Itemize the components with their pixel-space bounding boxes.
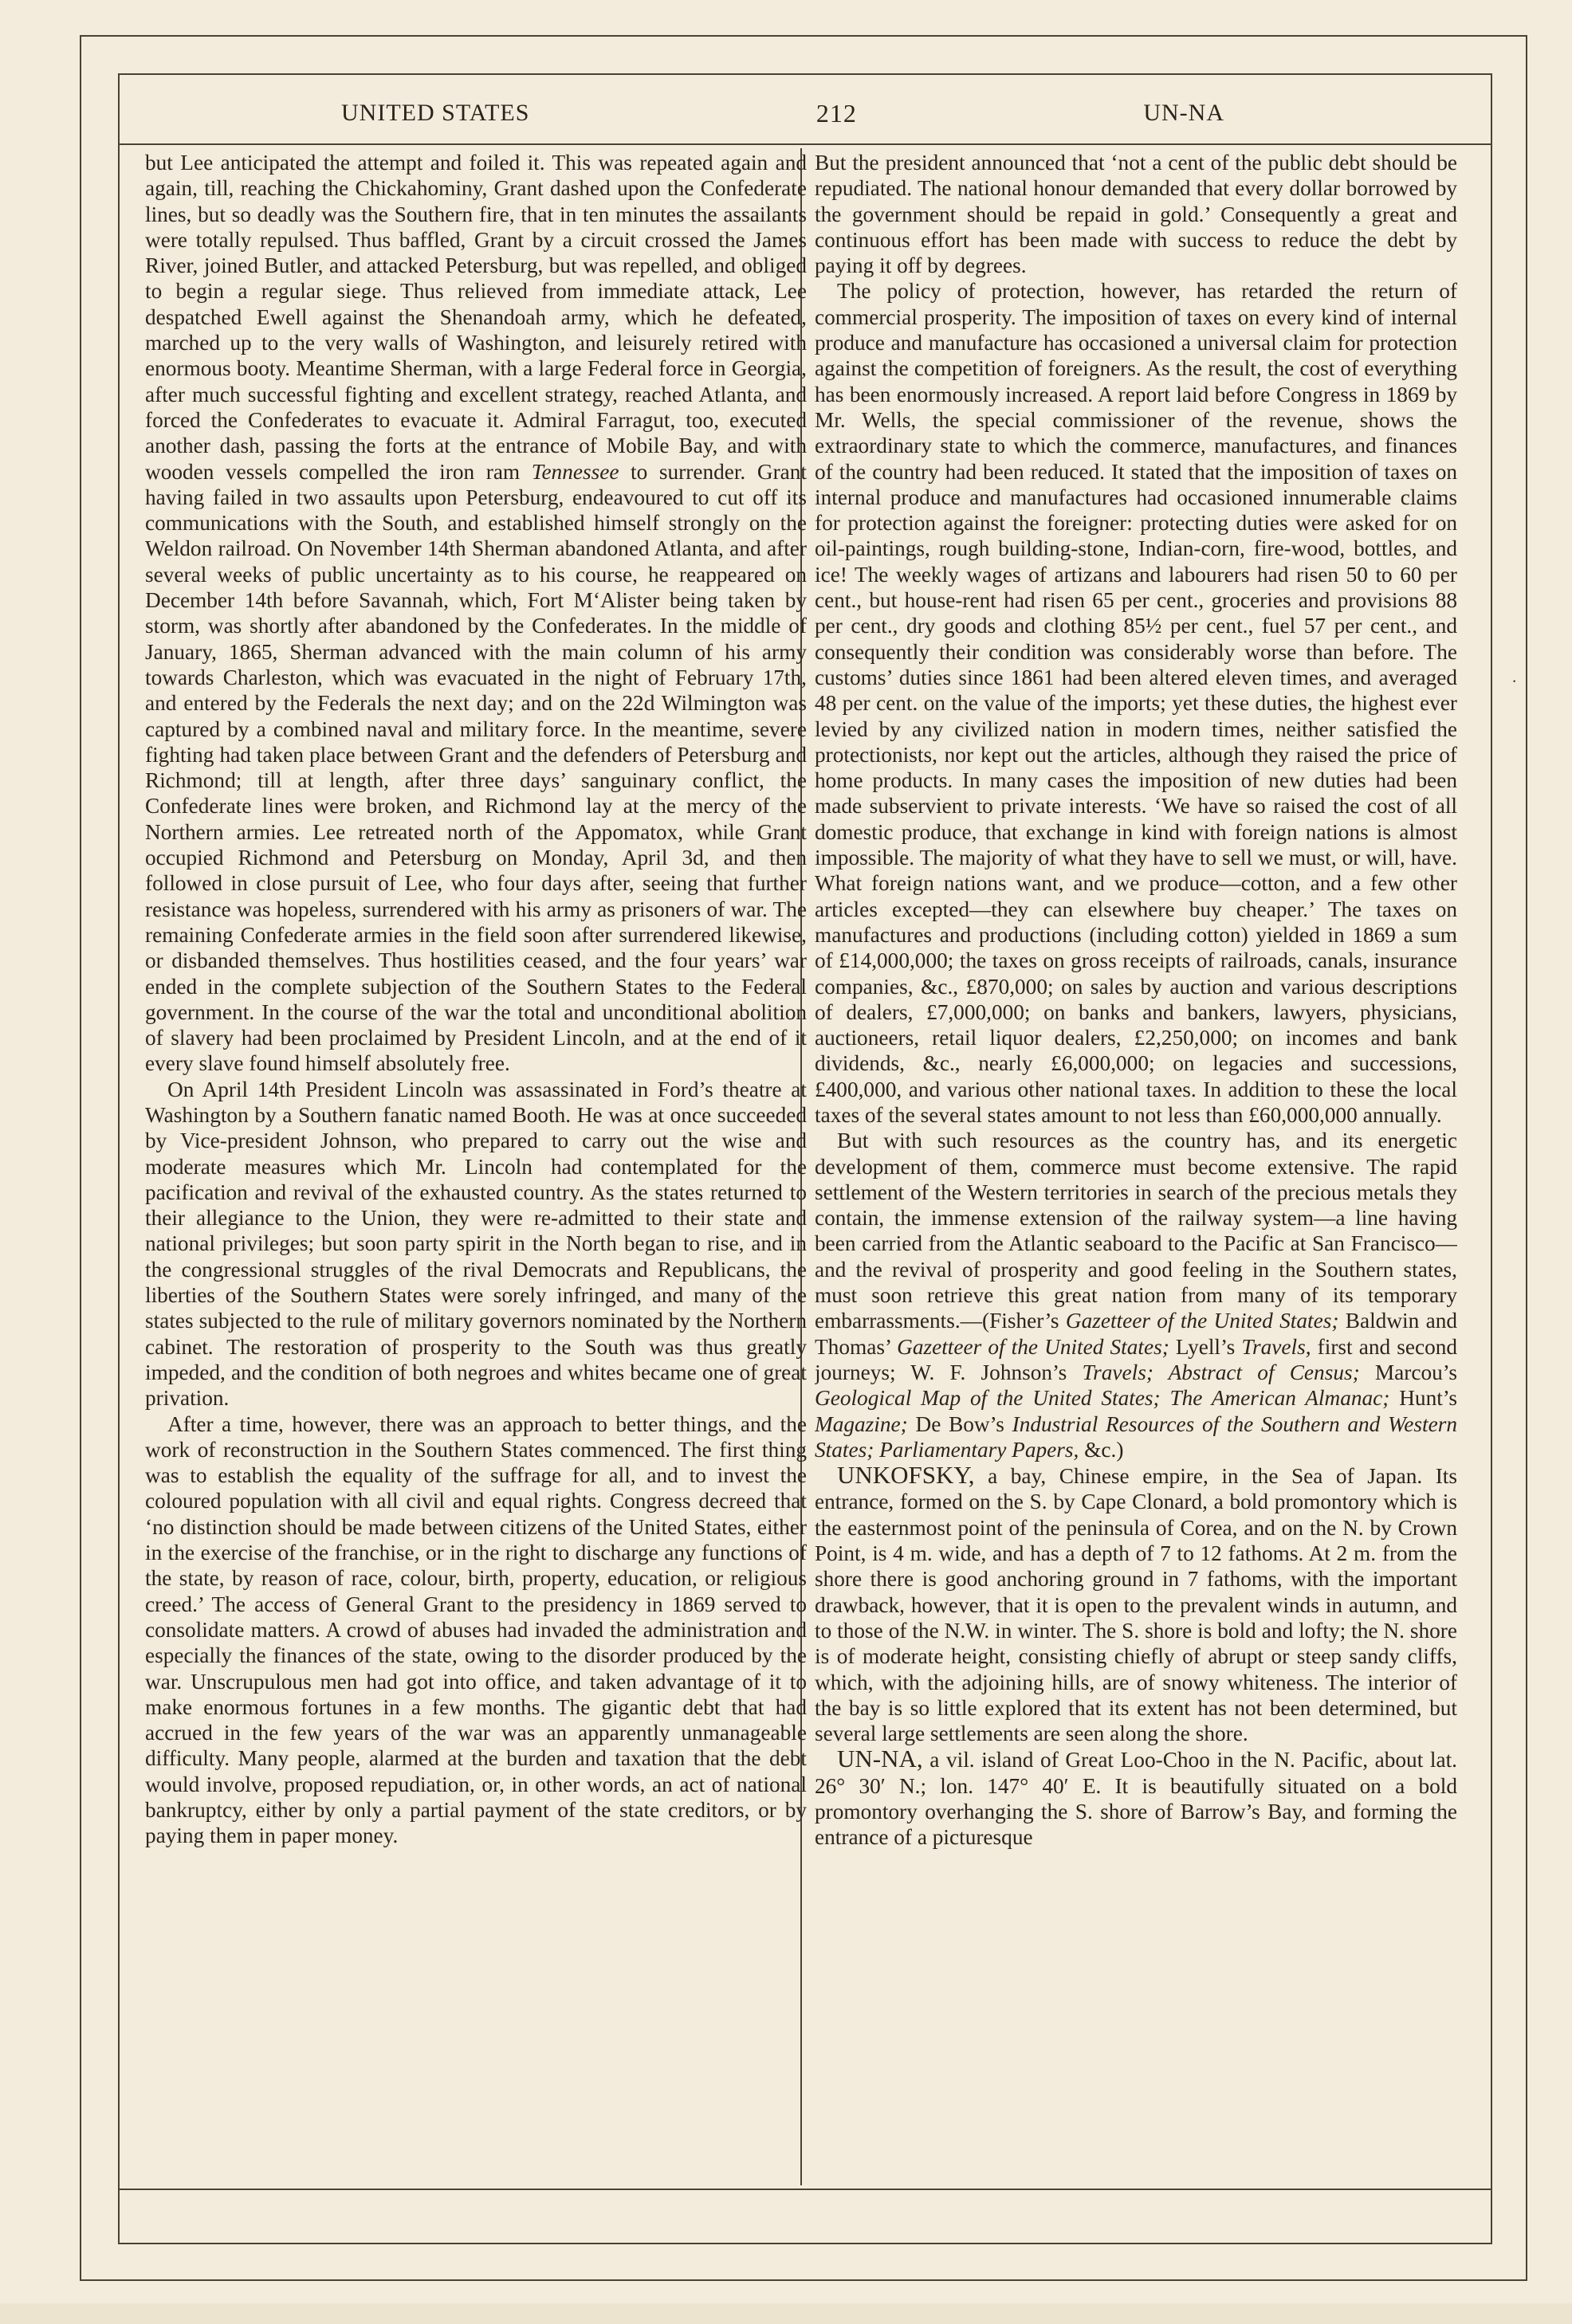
left-column bbox=[145, 150, 807, 2158]
paragraph: But the president announced that ‘not a cent of the public debt should be repudiated. The national honour demanded that every dollar borrowed by the government should be repaid in gold.’ Consequently a great and continuous effort has been made with success to reduce the debt by paying it off by degrees. bbox=[815, 151, 1457, 278]
margin-mark: · bbox=[1511, 671, 1518, 691]
paragraph: but Lee anticipated the attempt and foiled it. This was repeated again and again, till, reaching the Chickahominy, Grant dashed upon the Confederate lines, but so deadly was the Southern fire, that in ten minutes the assailants were totally repulsed. Thus baffled, Grant by a circuit crossed the James River, joined Butler, and attacked Petersburg, but was repelled, and obliged to begin a regular siege. Thus relieved from immediate attack, Lee despatched Ewell against the Shenandoah army, which he defeated, marched up to the very walls of Washington, and leisurely retired with enormous booty. Meantime Sherman, with a large Federal force in Georgia, after much successful fighting and excellent strategy, reached Atlanta, and forced the Confederates to evacuate it. Admiral Farragut, too, executed another dash, passing the forts at the entrance of Mobile Bay, and with wooden vessels compelled the iron ram Tennessee to surrender. Grant having failed in two assaults upon Petersburg, endeavoured to cut off its communications with the South, and established himself strongly on the Weldon railroad. On November 14th Sherman abandoned Atlanta, and after several weeks of public uncertainty as to his course, he reappeared on December 14th before Savannah, which, Fort M‘Alister being taken by storm, was shortly after abandoned by the Confederates. In the middle of January, 1865, Sherman advanced with the main column of his army towards Charleston, which was evacuated in the night of February 17th, and entered by the Federals the next day; and on the 22d Wilmington was captured by a combined naval and military force. In the meantime, severe fighting had taken place between Grant and the defenders of Petersburg and Richmond; till at length, after three days’ sanguinary conflict, the Confederate lines were broken, and Richmond lay at the mercy of the Northern armies. Lee retreated north of the Appomatox, while Grant occupied Richmond and Petersburg on Monday, April 3d, and then followed in close pursuit of Lee, who four days after, seeing that further resistance was hopeless, surrendered with his army as prisoners of war. The remaining Confederate armies in the field soon after surrendered likewise, or disbanded themselves. Thus hostilities ceased, and the four years’ war ended in the complete subjection of the Southern States to the Federal government. In the course of the war the total and unconditional abolition of slavery had been proclaimed by President Lincoln, and at the end of it every slave found himself absolutely free. bbox=[145, 151, 807, 1076]
paragraph: The policy of protection, however, has retarded the return of commercial prosperity. The imposition of taxes on every kind of internal produce and manufacture has occasioned a universal claim for protection against the competition of foreigners. As the result, the cost of everything has been enormously increased. A report laid before Congress in 1869 by Mr. Wells, the special commissioner of the revenue, shows the extraordinary state to which the commerce, manufactures, and finances of the country had been reduced. It stated that the imposition of taxes on internal produce and manufactures had occasioned innumerable claims for protection against the foreigner: protecting duties were asked for on oil-paintings, rough building-stone, Indian-corn, fire-wood, bottles, and ice! The weekly wages of artizans and labourers had risen 50 to 60 per cent., but house-rent had risen 65 per cent., groceries and provisions 88 per cent., dry goods and clothing 85½ per cent., fuel 57 per cent., and consequently their condition was considerably worse than before. The customs’ duties since 1861 had been altered eleven times, and averaged 48 per cent. on the value of the imports; yet these duties, the highest ever levied by any civilized nation in modern times, neither satisfied the protectionists, nor kept out the articles, although they raised the price of home products. In many cases the imposition of new duties had been made subservient to private interests. ‘We have so raised the cost of all domestic produce, that exchange in kind with foreign nations is almost impossible. The majority of what they have to sell we must, or will, have. What foreign nations want, and we produce—cotton, and a few other articles excepted—they can elsewhere buy cheaper.’ The taxes on manufactures and productions (including cotton) yielded in 1869 a sum of £14,000,000; the taxes on gross receipts of railroads, canals, insurance companies, &c., £870,000; on sales by auction and various descriptions of dealers, £7,000,000; on banks and bankers, lawyers, physicians, auctioneers, retail liquor dealers, £2,250,000; on incomes and bank dividends, &c., nearly £6,000,000; on legacies and successions, £400,000, and various other national taxes. In addition to these the local taxes of the several states amount to not less than £60,000,000 annually. bbox=[815, 279, 1457, 1127]
page-bottom-edge bbox=[0, 2303, 1572, 2324]
entry-unkofsky: UNKOFSKY, a bay, Chinese empire, in the Sea of Japan. Its entrance, formed on the S. by Cape Clonard, a bold promontory which is the easternmost point of the peninsula of Corea, and on the N. by Crown Point, is 4 m. wide, and has a depth of 7 to 12 fathoms. At 2 m. from the shore there is good anchoring ground in 7 fathoms, with the important drawback, however, that it is open to the prevalent winds in autumn, and to those of the N.W. in winter. The S. shore is bold and lofty; the N. shore is of moderate height, consisting chiefly of abrupt or steep sandy cliffs, which, with the adjoining hills, are of snowy whiteness. The interior of the bay is so little explored that its extent has not been determined, but several large settlements are seen along the shore. bbox=[815, 1461, 1457, 1746]
bottom-rule-outer bbox=[118, 2243, 1492, 2244]
paragraph: But with such resources as the country has, and its energetic development of them, commerce must become extensive. The rapid settlement of the Western territories in search of the precious metals they contain, the immense extension of the railway system—a line having been carried from the Atlantic seaboard to the Pacific at San Francisco—and the revival of prosperity and good feeling in the Southern states, must soon retrieve this great nation from many of its temporary embarrassments.—(Fisher’s Gazetteer of the United States; Baldwin and Thomas’ Gazetteer of the United States; Lyell’s Travels, first and second journeys; W. F. Johnson’s Travels; Abstract of Census; Marcou’s Geological Map of the United States; The American Almanac; Hunt’s Magazine; De Bow’s Industrial Resources of the Southern and Western States; Parliamentary Papers, &c.) bbox=[815, 1129, 1457, 1462]
paragraph: After a time, however, there was an approach to better things, and the work of reconstruction in the Southern States commenced. The first thing was to establish the equality of the suffrage for all, and to invest the coloured population with all civil and equal rights. Congress decreed that ‘no distinction should be made between citizens of the United States, either in the exercise of the franchise, or in the right to discharge any functions of the state, by reason of race, colour, birth, property, education, or religious creed.’ The access of General Grant to the presidency in 1869 served to consolidate matters. A crowd of abuses had invaded the administration and especially the finances of the state, owing to the disorder produced by the war. Unscrupulous men had got into office, and taken advantage of it to make enormous fortunes in a few months. The gigantic debt that had accrued in the few years of the war was an apparently unmanageable difficulty. Many people, alarmed at the burden and taxation that the debt would involve, proposed repudiation, or, in other words, an act of national bankruptcy, either by only a partial payment of the state creditors, or by paying them in paper money. bbox=[145, 1411, 807, 1848]
right-column bbox=[815, 150, 1457, 2158]
paragraph: On April 14th President Lincoln was assassinated in Ford’s theatre at Washington by a Southern fanatic named Booth. He was at once succeeded by Vice-president Johnson, who prepared to carry out the wise and moderate measures which Mr. Lincoln had contemplated for the pacification and revival of the exhausted country. As the states returned to their allegiance to the Union, they were re-admitted to their state and national privileges; but soon party spirit in the North began to rise, and in the congressional struggles of the rival Democrats and Republicans, the liberties of the Southern States were sorely infringed, and many of the states subjected to the rule of military governors nominated by the Northern cabinet. The restoration of prosperity to the South was thus greatly impeded, and the condition of both negroes and whites became one of great privation. bbox=[145, 1077, 807, 1411]
page-number: 212 bbox=[815, 98, 857, 128]
header-left: UNITED STATES bbox=[341, 100, 530, 126]
entry-un-na: UN-NA, a vil. island of Great Loo-Choo in the N. Pacific, about lat. 26° 30′ N.; lon. 147° 40′ E. It is beautifully situated on a bold promontory overhanging the S. shore of Barrow’s Bay, and forming the entrance of a picturesque bbox=[815, 1745, 1457, 1850]
top-rule bbox=[118, 73, 1492, 75]
bottom-rule bbox=[118, 2189, 1492, 2190]
header-right: UN-NA bbox=[1143, 100, 1224, 126]
header-rule bbox=[118, 143, 1492, 145]
running-header bbox=[136, 89, 1480, 137]
entry-heading: UN-NA, bbox=[837, 1745, 923, 1773]
entry-heading: UNKOFSKY, bbox=[837, 1461, 975, 1490]
